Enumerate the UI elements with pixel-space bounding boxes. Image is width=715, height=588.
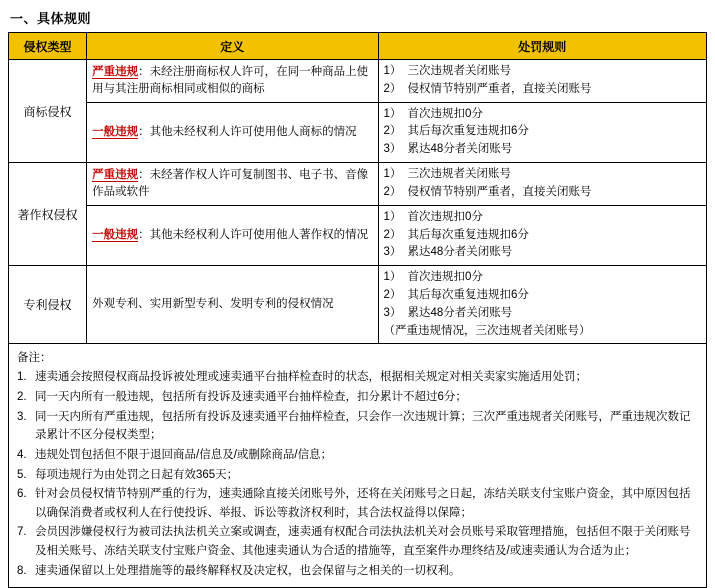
list-item (384, 141, 701, 159)
cell-definition (87, 102, 378, 162)
list-item (384, 227, 701, 245)
note-number: 2. (17, 391, 27, 403)
cell-type-trademark: 商标侵权 (9, 60, 87, 163)
penalty-list (384, 269, 701, 322)
severity-tag-normal: 一般违规 (92, 228, 139, 241)
list-item (384, 81, 701, 99)
cell-penalty (378, 205, 706, 265)
list-number: 2） (383, 185, 402, 198)
severity-tag-normal: 一般违规 (92, 125, 139, 138)
note-text: 每项违规行为由处罚之日起有效365天； (35, 468, 239, 481)
cell-definition (87, 60, 378, 103)
note-number: 6. (17, 488, 27, 501)
list-number: 3） (383, 306, 402, 319)
list-item (384, 166, 701, 184)
penalty-list (384, 209, 701, 262)
list-text: 三次违规者关闭账号 (407, 168, 512, 181)
list-number: 1） (383, 210, 402, 223)
list-number: 1） (383, 107, 402, 120)
header-penalty-rules: 处罚规则 (378, 33, 706, 60)
note-text: 速卖通保留以上处理措施等的最终解释权及决定权，也会保留与之相关的一切权利。 (35, 564, 461, 577)
list-item (384, 184, 701, 202)
cell-type-patent: 专利侵权 (9, 266, 87, 344)
penalty-list (384, 106, 701, 159)
note-text: 违规处罚包括但不限于退回商品/信息及/或删除商品/信息； (35, 448, 333, 461)
penalty-list (384, 166, 701, 202)
note-item (15, 523, 700, 560)
note-item (15, 562, 700, 581)
cell-definition (87, 205, 378, 265)
penalty-list (384, 63, 701, 99)
list-item (384, 287, 701, 305)
list-item (384, 106, 701, 124)
list-text: 累达48分者关闭账号 (407, 246, 513, 259)
list-number: 2） (383, 228, 402, 241)
list-text: 三次违规者关闭账号 (407, 65, 512, 77)
list-number: 1） (383, 65, 402, 77)
list-text: 首次违规扣0分 (407, 210, 483, 223)
definition-text: 外观专利、实用新型专利、发明专利的侵权情况 (92, 298, 334, 311)
note-number: 7. (17, 526, 27, 539)
definition-text: ：未经著作权人许可复制图书、电子书、音像作品或软件 (92, 168, 369, 198)
note-item (15, 446, 700, 465)
notes-section (8, 344, 707, 588)
header-infringement-type: 侵权类型 (9, 33, 87, 60)
definition-text: ：其他未经权利人许可使用他人著作权的情况 (138, 228, 369, 241)
note-item (15, 408, 700, 445)
page-title: 一、具体规则 (10, 11, 92, 26)
list-text: 其后每次重复违规扣6分 (407, 125, 529, 138)
cell-penalty (378, 266, 706, 344)
list-text: 其后每次重复违规扣6分 (407, 288, 529, 301)
note-number: 1. (17, 371, 27, 384)
note-text: 同一天内所有一般违规，包括所有投诉及速卖通平台抽样检查，扣分累计不超过6分； (35, 391, 467, 403)
severity-tag-severe: 严重违规 (92, 65, 139, 78)
list-text: 累达48分者关闭账号 (407, 143, 513, 156)
cell-penalty (378, 163, 706, 206)
note-item (15, 388, 700, 407)
table-row (9, 205, 707, 265)
table-row (9, 266, 707, 344)
list-number: 2） (383, 82, 402, 95)
note-text: 同一天内所有严重违规，包括所有投诉及速卖通平台抽样检查，只会作一次违规计算；三次严重违规者关闭账号，严重违规次数记录累计不区分侵权类型； (35, 410, 691, 442)
list-text: 其后每次重复违规扣6分 (407, 228, 529, 241)
list-text: 侵权情节特别严重者，直接关闭账号 (407, 185, 592, 198)
header-definition: 定义 (87, 33, 378, 60)
table-header-row (9, 33, 707, 60)
cell-penalty (378, 60, 706, 103)
list-item (384, 123, 701, 141)
cell-type-copyright: 著作权侵权 (9, 163, 87, 266)
note-text: 速卖通会按照侵权商品投诉被处理或速卖通平台抽样检查时的状态，根据相关规定对相关卖家实施适用处罚； (35, 371, 587, 384)
table-row (9, 102, 707, 162)
note-item (15, 466, 700, 485)
notes-title: 备注： (17, 352, 52, 365)
note-text: 针对会员侵权情节特别严重的行为，速卖通除直接关闭账号外，还将在关闭账号之日起，冻结关联支付宝账户资金，其中原因包括以确保消费者或权利人在行使投诉、举报、诉讼等救济权利时，其合法权益得以保障； (35, 488, 691, 519)
note-number: 4. (17, 448, 27, 461)
cell-definition (87, 266, 378, 344)
note-number: 3. (17, 410, 27, 423)
list-item (384, 209, 701, 227)
cell-definition (87, 163, 378, 206)
list-item (384, 244, 701, 262)
cell-penalty (378, 102, 706, 162)
list-number: 3） (383, 246, 402, 259)
note-item (15, 368, 700, 387)
list-number: 1） (383, 168, 402, 181)
table-row (9, 163, 707, 206)
list-text: 首次违规扣0分 (407, 107, 483, 120)
table-row (9, 60, 707, 103)
list-text: 侵权情节特别严重者，直接关闭账号 (407, 82, 592, 95)
list-item (384, 269, 701, 287)
list-text: 累达48分者关闭账号 (407, 306, 513, 319)
note-number: 8. (17, 564, 27, 577)
list-item (384, 63, 701, 81)
definition-text: ：其他未经权利人许可使用他人商标的情况 (138, 125, 357, 138)
definition-text: ：未经注册商标权人许可，在同一种商品上使用与其注册商标相同或相似的商标 (92, 65, 369, 95)
severity-tag-severe: 严重违规 (92, 168, 139, 181)
list-text: 首次违规扣0分 (407, 271, 483, 284)
list-item (384, 305, 701, 323)
rules-table (8, 32, 707, 344)
note-item (15, 485, 700, 522)
note-text: 会员因涉嫌侵权行为被司法执法机关立案或调查，速卖通有权配合司法执法机关对会员账号采取管理措施，包括但不限于关闭账号及相关账号、冻结关联支付宝账户资金、其他速卖通认为合适的措施等，直至案件办理终结及/或速卖通认为合适为止； (35, 526, 691, 557)
list-number: 3） (383, 143, 402, 156)
note-number: 5. (17, 468, 27, 481)
list-number: 2） (383, 288, 402, 301)
penalty-note: （严重违规情况，三次违规者关闭账号） (383, 324, 591, 337)
list-number: 2） (383, 125, 402, 138)
list-number: 1） (383, 271, 402, 284)
